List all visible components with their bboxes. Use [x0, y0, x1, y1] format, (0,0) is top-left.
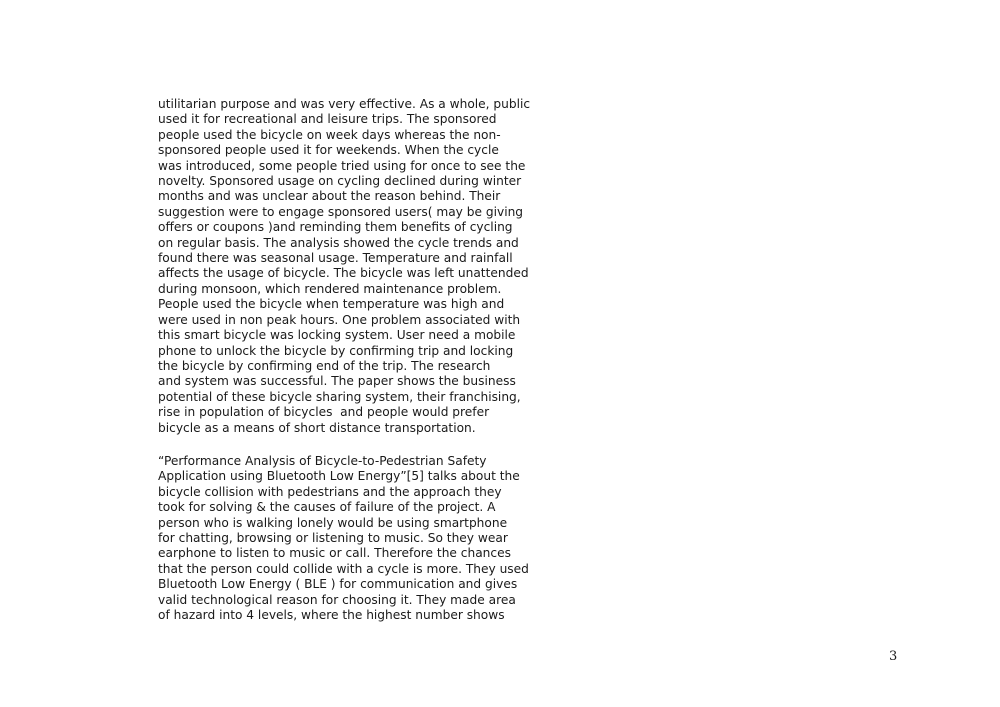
text-line: took for solving & the causes of failure of the project. A [158, 500, 496, 515]
text-line: sponsored people used it for weekends. When the cycle [158, 143, 499, 158]
text-line: used it for recreational and leisure trips. The sponsored [158, 112, 497, 127]
text-line: affects the usage of bicycle. The bicycle was left unattended [158, 266, 529, 281]
text-line: rise in population of bicycles and people would prefer [158, 405, 490, 420]
paragraph-bike-sharing-study [158, 97, 538, 436]
text-line: novelty. Sponsored usage on cycling declined during winter [158, 174, 522, 189]
text-line: the bicycle by confirming end of the trip. The research [158, 358, 491, 373]
text-line: months and was unclear about the reason behind. Their [158, 189, 501, 204]
text-line: found there was seasonal usage. Temperature and rainfall [158, 251, 513, 266]
text-line: of hazard into 4 levels, where the highest number shows [158, 608, 505, 623]
text-line: Application using Bluetooth Low Energy”[5] talks about the [158, 469, 520, 484]
text-line: bicycle as a means of short distance transportation. [158, 420, 476, 435]
text-line: utilitarian purpose and was very effective. As a whole, public [158, 97, 531, 111]
text-line: person who is walking lonely would be using smartphone [158, 515, 508, 530]
text-line: potential of these bicycle sharing system, their franchising, [158, 389, 521, 404]
text-line: Bluetooth Low Energy ( BLE ) for communication and gives [158, 577, 518, 592]
text-line: “Performance Analysis of Bicycle-to-Pedestrian Safety [158, 454, 487, 468]
text-line: bicycle collision with pedestrians and the approach they [158, 484, 502, 499]
page-number: 3 [889, 649, 898, 664]
paragraph-bluetooth-safety-study [158, 454, 538, 623]
text-line: were used in non peak hours. One problem associated with [158, 312, 521, 327]
text-line: and system was successful. The paper shows the business [158, 374, 516, 389]
text-line: for chatting, browsing or listening to music. So they wear [158, 531, 508, 546]
text-line: offers or coupons )and reminding them benefits of cycling [158, 220, 513, 235]
text-line: this smart bicycle was locking system. User need a mobile [158, 328, 516, 343]
text-line: valid technological reason for choosing it. They made area [158, 592, 516, 607]
text-line: was introduced, some people tried using for once to see the [158, 158, 526, 173]
text-line: suggestion were to engage sponsored users( may be giving [158, 204, 524, 219]
text-line: earphone to listen to music or call. Therefore the chances [158, 546, 511, 561]
text-line: phone to unlock the bicycle by confirming trip and locking [158, 343, 514, 358]
text-line: on regular basis. The analysis showed the cycle trends and [158, 235, 519, 250]
text-line: People used the bicycle when temperature was high and [158, 297, 505, 312]
text-line: that the person could collide with a cycle is more. They used [158, 561, 529, 576]
text-line: during monsoon, which rendered maintenance problem. [158, 281, 502, 296]
text-line: people used the bicycle on week days whereas the non- [158, 127, 501, 142]
